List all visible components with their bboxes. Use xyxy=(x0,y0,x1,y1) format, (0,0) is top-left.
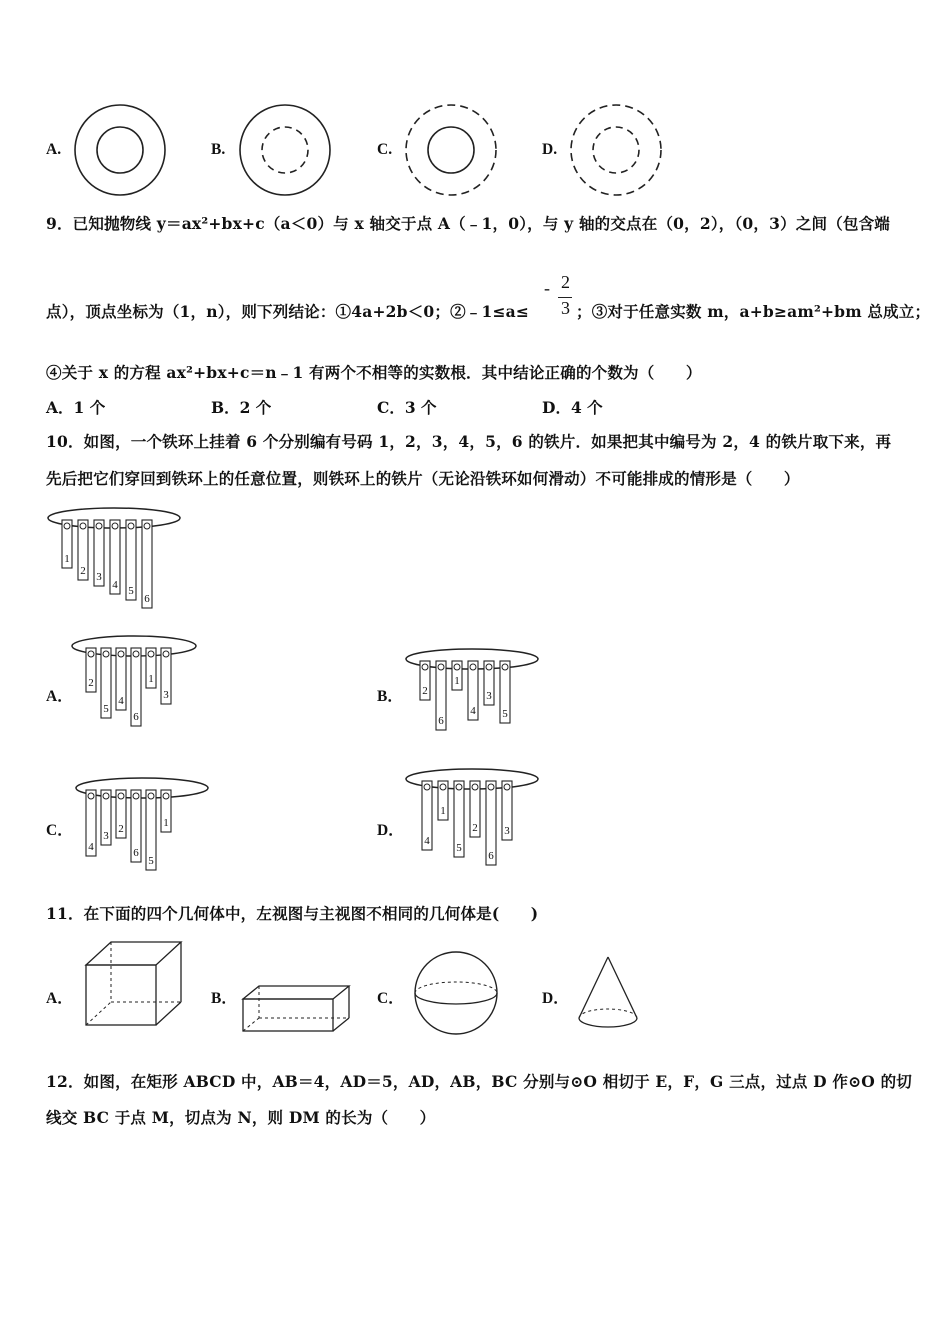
q10-stem-line-2: 先后把它们穿回到铁环上的任意位置，则铁环上的铁片（无论沿铁环如何滑动）不可能排成的情形是（ ） xyxy=(46,469,800,488)
q9-stem-line-3: ④关于 x 的方程 ax²+bx+c＝n﹣1 有两个不相等的实数根．其中结论正确的个数为（ ） xyxy=(46,363,702,382)
tag-number: 6 xyxy=(488,850,494,862)
q8-option-b-label[interactable]: B. xyxy=(211,141,226,158)
tag-number: 3 xyxy=(504,825,510,837)
q10-option-d-ring-figure xyxy=(404,765,544,865)
q10-main-ring-figure xyxy=(46,500,186,610)
q11-option-c-label[interactable]: C． xyxy=(377,990,404,1007)
q9-stem-line-2b: ；③对于任意实数 m，a+b≥am²+bm 总成立； xyxy=(576,302,931,321)
q9-option-d-label: D． xyxy=(542,398,571,417)
tag-number: 6 xyxy=(144,593,150,605)
tag-number: 2 xyxy=(472,822,478,834)
tag-number: 5 xyxy=(148,855,154,867)
tag-number: 5 xyxy=(128,585,134,597)
q12-stem-line-2: 线交 BC 于点 M，切点为 N，则 DM 的长为（ ） xyxy=(46,1108,436,1127)
q9-stem-line-2a: 点），顶点坐标为（1，n），则下列结论：①4a+2b＜0；②﹣1≤a≤ xyxy=(46,302,530,321)
ring-tag xyxy=(502,781,512,840)
tag-number: 3 xyxy=(96,571,102,583)
q11-option-d-label[interactable]: D． xyxy=(542,990,569,1007)
q10-option-a-label[interactable]: A． xyxy=(46,688,73,705)
ring-tag xyxy=(126,520,136,600)
q9-fraction-numerator: 2 xyxy=(561,272,570,292)
ring-tag xyxy=(436,661,446,730)
tag-number: 2 xyxy=(80,565,86,577)
ring-tag xyxy=(438,781,448,820)
q11-cuboid-figure xyxy=(243,985,353,1035)
q10-option-a-ring-figure xyxy=(70,630,200,730)
ring-tag xyxy=(101,790,111,845)
ring-tag xyxy=(116,648,126,710)
q9-option-d-text: 4 个 xyxy=(570,398,603,417)
tag-number: 1 xyxy=(148,673,154,685)
q8-figure-c xyxy=(401,100,501,200)
ring-tag xyxy=(110,520,120,594)
q9-option-c[interactable] xyxy=(377,396,437,418)
ring-tag xyxy=(422,781,432,850)
ring-tag xyxy=(486,781,496,865)
tag-number: 4 xyxy=(88,841,94,853)
q8-option-c-label[interactable]: C. xyxy=(377,141,393,158)
ring-tag xyxy=(500,661,510,723)
q9-fraction-sign: - xyxy=(544,278,550,298)
tag-number: 6 xyxy=(133,847,139,859)
tag-number: 4 xyxy=(470,705,476,717)
tag-number: 4 xyxy=(118,695,124,707)
ring-tag xyxy=(146,790,156,870)
tag-number: 3 xyxy=(163,689,169,701)
q9-option-c-label: C． xyxy=(377,398,405,417)
q10-option-b-label[interactable]: B． xyxy=(377,688,403,705)
tag-number: 3 xyxy=(486,690,492,702)
q12-stem-line-1: 12．如图，在矩形 ABCD 中，AB＝4，AD＝5，AD，AB，BC 分别与⊙O 相切于 E，F，G 三点，过点 D 作⊙O 的切 xyxy=(46,1072,912,1091)
ring-tag xyxy=(468,661,478,720)
tag-number: 5 xyxy=(456,842,462,854)
ring-tag xyxy=(62,520,72,568)
tag-number: 2 xyxy=(422,685,428,697)
tag-number: 6 xyxy=(133,711,139,723)
tag-number: 1 xyxy=(440,805,446,817)
tag-number: 1 xyxy=(163,817,169,829)
ring-tag xyxy=(470,781,480,837)
q9-option-b[interactable] xyxy=(211,396,271,418)
q10-option-d-label[interactable]: D． xyxy=(377,822,404,839)
q8-figure-d xyxy=(566,100,666,200)
q9-option-c-text: 3 个 xyxy=(404,398,437,417)
ring-tag xyxy=(116,790,126,838)
q9-fraction-denominator: 3 xyxy=(561,298,570,318)
q9-option-b-label: B． xyxy=(211,398,240,417)
tag-number: 5 xyxy=(502,708,508,720)
q9-option-b-text: 2 个 xyxy=(239,398,272,417)
tag-number: 2 xyxy=(88,677,94,689)
ring-tag xyxy=(131,790,141,862)
q9-option-d[interactable] xyxy=(542,396,603,418)
q11-option-a-label[interactable]: A． xyxy=(46,990,73,1007)
q9-option-a-label: A． xyxy=(46,398,74,417)
ring-tag xyxy=(484,661,494,705)
ring-tag xyxy=(101,648,111,718)
ring-tag xyxy=(161,648,171,704)
q8-option-d-label[interactable]: D. xyxy=(542,141,558,158)
q8-figure-a xyxy=(70,100,170,200)
ring-tag xyxy=(78,520,88,580)
ring-tag xyxy=(131,648,141,726)
tag-number: 2 xyxy=(118,823,124,835)
q11-sphere-figure xyxy=(413,950,503,1040)
ring-tag xyxy=(452,661,462,690)
q8-figure-b xyxy=(235,100,335,200)
ring-tag xyxy=(454,781,464,857)
ring-tag xyxy=(86,790,96,856)
ring-tag xyxy=(161,790,171,832)
tag-number: 1 xyxy=(454,675,460,687)
tag-number: 3 xyxy=(103,830,109,842)
tag-number: 4 xyxy=(112,579,118,591)
ring-tag xyxy=(86,648,96,692)
ring-tag xyxy=(146,648,156,688)
q9-stem-line-1: 9．已知抛物线 y＝ax²+bx+c（a＜0）与 x 轴交于点 A（﹣1，0），与 y 轴的交点在（0，2），（0，3）之间（包含端 xyxy=(46,214,890,233)
tag-number: 5 xyxy=(103,703,109,715)
tag-number: 4 xyxy=(424,835,430,847)
q11-stem: 11．在下面的四个几何体中，左视图与主视图不相同的几何体是( ) xyxy=(46,904,539,923)
q11-option-b-label[interactable]: B． xyxy=(211,990,237,1007)
tag-number: 6 xyxy=(438,715,444,727)
ring-tag xyxy=(142,520,152,608)
tag-number: 1 xyxy=(64,553,70,565)
q11-cone-figure xyxy=(576,955,646,1035)
ring-tag xyxy=(420,661,430,700)
q8-option-a-label[interactable]: A. xyxy=(46,141,62,158)
q11-cube-figure xyxy=(86,940,186,1030)
q10-stem-line-1: 10．如图，一个铁环上挂着 6 个分别编有号码 1，2，3，4，5，6 的铁片．如果把其中编号为 2，4 的铁片取下来，再 xyxy=(46,432,892,451)
q9-option-a[interactable] xyxy=(46,396,105,418)
q9-option-a-text: 1 个 xyxy=(73,398,106,417)
q10-option-c-label[interactable]: C． xyxy=(46,822,73,839)
q10-option-c-ring-figure xyxy=(74,770,214,870)
ring-tag xyxy=(94,520,104,586)
q10-option-b-ring-figure xyxy=(404,645,544,745)
